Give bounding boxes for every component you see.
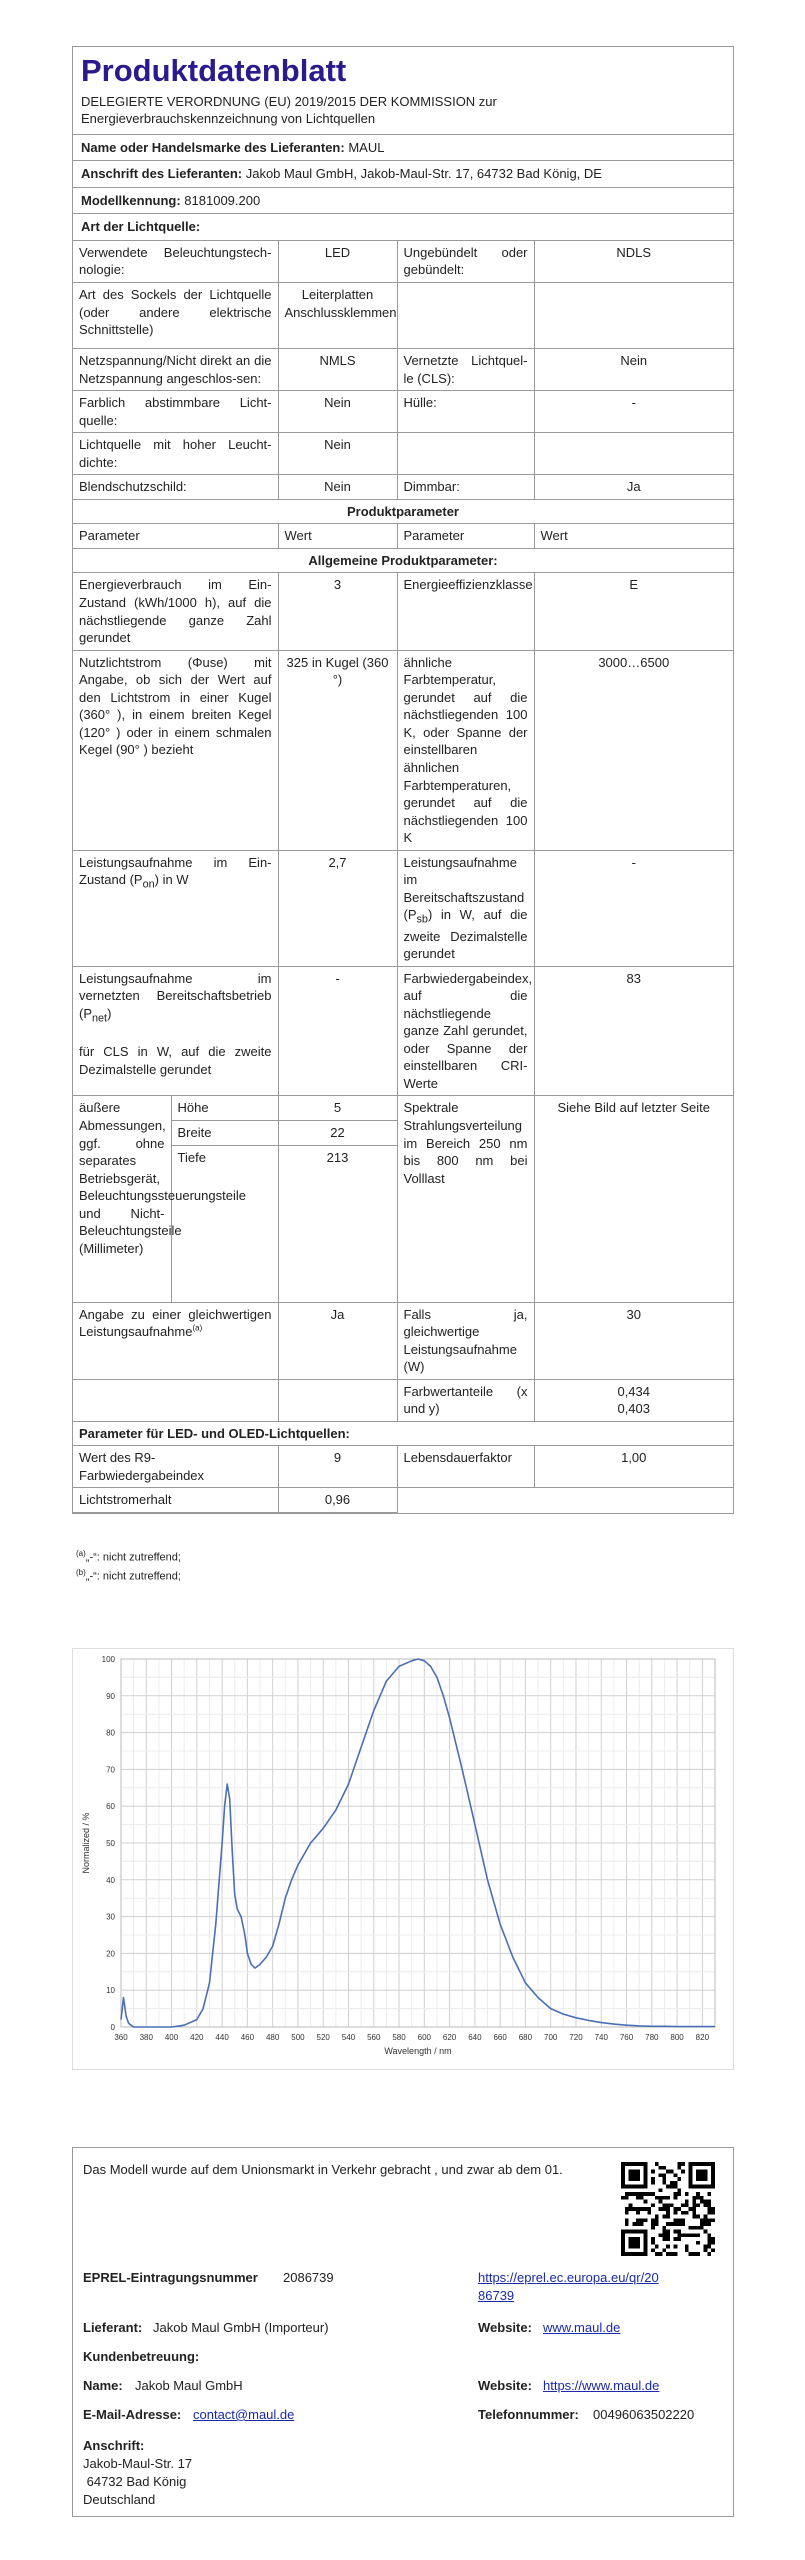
x-tick-label: 680 [518,2033,533,2042]
footnote-a-text: „-“: nicht zutreffend; [85,1551,181,1564]
value-cell: Nein [278,391,397,433]
website-link-1[interactable]: www.maul.de [543,2320,621,2335]
value-cell: 9 [278,1446,397,1488]
qr-code-icon[interactable] [621,2162,715,2256]
psb-text-a: Leistungsaufnahme im Bereitschaftszustand (P [403,854,525,923]
model-label: Modellkennung: [81,192,181,208]
supplier-label: Lieferant: [83,2320,143,2335]
general-params-heading: Allgemeine Produktparameter: [73,548,733,573]
param-cell: Lichtquelle mit hoher Leucht-dichte: [73,433,278,475]
table-row [73,850,733,966]
param-cell: Hülle: [397,391,534,433]
y-tick-label: 90 [106,1691,115,1701]
pon-sub: on [142,878,155,891]
website-link-2[interactable]: https://www.maul.de [543,2378,660,2393]
value-cell: 83 [534,966,733,1096]
x-tick-label: 460 [240,2033,255,2042]
spectrum-chart [73,1649,733,2069]
width-label: Breite [171,1121,278,1146]
param-cell [73,966,278,1096]
supplier-address-label: Anschrift des Lieferanten: [81,166,243,182]
footnote-a [76,1548,181,1567]
value-cell: Leiterplatten Anschlussklemmen [278,283,397,349]
table-row [73,349,733,391]
eprel-label: EPREL-Eintragungsnummer [83,2270,258,2285]
supplier-address-row [73,160,733,187]
y-tick-label: 60 [106,1802,115,1812]
address-label: Anschrift: [83,2438,145,2453]
eprel-value: 2086739 [283,2270,334,2285]
supplier-address-value: Jakob Maul GmbH, Jakob-Maul-Str. 17, 64732 Bad König, DE [245,166,602,182]
x-tick-label: 600 [417,2033,431,2042]
value-cell: 2,7 [278,850,397,966]
param-cell: Vernetzte Lichtquel-le (CLS): [397,349,534,391]
subtitle-line-1: DELEGIERTE VERORDNUNG (EU) 2019/2015 DER KOMMISSION zur [81,93,497,109]
x-tick-label: 720 [569,2033,583,2042]
table-row [73,573,733,650]
section-row [73,548,733,573]
supplier-info-box [72,2147,734,2517]
param-cell: Energieverbrauch im Ein-Zustand (kWh/1000 h), auf die nächstliegende ganze Zahl gerundet [73,573,278,650]
param-cell: Art des Sockels der Lichtquelle (oder andere elektrische Schnittstelle) [73,283,278,349]
table-row [73,1302,733,1379]
footnote-b-mark: (b) [76,1567,86,1577]
param-cell [397,850,534,966]
spectrum-chart-frame [72,1648,734,2070]
y-tick-label: 20 [106,1949,115,1959]
value-cell: 3000…6500 [534,650,733,850]
subtitle-line-2: Energieverbrauchskennzeichnung von Lichtquellen [81,111,376,127]
y-tick-label: 80 [106,1728,115,1738]
section-row [73,1421,733,1446]
chroma-y: 0,403 [617,1401,651,1417]
param-cell: ähnliche Farbtemperatur, gerundet auf die nächstliegenden 100 K, oder Spanne der einstellbaren ähnlichen Farbtemperaturen, gerundet auf die nächstliegenden 100 K [397,650,534,850]
column-header-value: Wert [534,524,733,549]
regulation-subtitle [73,91,733,134]
value-cell: Nein [278,433,397,475]
dimensions-label: äußere Abmessungen, ggf. ohne separates Betriebsgerät, Beleuchtungssteuerungsteile und Nicht-Beleuchtungsteile (Millimeter) [73,1096,171,1301]
param-cell: Netzspannung/Nicht direkt an die Netzspannung angeschlos-sen: [73,349,278,391]
x-tick-label: 800 [670,2033,684,2042]
column-header-param: Parameter [397,524,534,549]
website-label-2: Website: [478,2378,532,2393]
value-cell: - [534,391,733,433]
chroma-x: 0,434 [617,1383,651,1399]
address-line-2: 64732 Bad König [83,2474,187,2489]
x-tick-label: 640 [468,2033,482,2042]
email-link[interactable]: contact@maul.de [193,2407,295,2422]
value-cell: Ja [534,475,733,500]
table-row [73,283,733,349]
x-tick-label: 440 [215,2033,229,2042]
param-cell: Falls ja, gleichwertige Leistungsaufnahme (W) [397,1302,534,1379]
pon-text-a: Leistungsaufnahme im Ein-Zustand (P [79,854,272,888]
table-row [73,240,733,282]
param-cell: Verwendete Beleuchtungstech-nologie: [73,240,278,282]
led-params-heading: Parameter für LED- und OLED-Lichtquellen: [73,1421,733,1446]
param-cell [397,283,534,349]
equiv-text: Angabe zu einer gleichwertigen Leistungsaufnahme [79,1306,272,1340]
datasheet [72,46,734,1514]
footnotes [74,1548,181,1585]
table-row [73,1096,733,1302]
dimensions-values [278,1096,397,1302]
table-row [73,475,733,500]
page-title: Produktdatenblatt [81,53,347,88]
param-cell [397,433,534,475]
x-tick-label: 560 [367,2033,381,2042]
light-source-section [73,213,733,240]
market-text: Das Modell wurde auf dem Unionsmarkt in Verkehr gebracht , und zwar ab dem 01. [83,2162,563,2177]
column-header-value: Wert [278,524,397,549]
x-tick-label: 520 [316,2033,330,2042]
dimensions-cell [73,1096,278,1302]
param-cell: Farbwiedergabeindex, auf die nächstliegende ganze Zahl gerundet, oder Spanne der einstellbaren CRI-Werte [397,966,534,1096]
param-cell: Farblich abstimmbare Licht-quelle: [73,391,278,433]
value-cell: 3 [278,573,397,650]
column-header-row [73,524,733,549]
param-cell: Blendschutzschild: [73,475,278,500]
section-row [73,499,733,524]
pnet-text-a: Leistungsaufnahme im vernetzten Bereitschaftsbetrieb (P [79,970,272,1021]
x-tick-label: 660 [493,2033,507,2042]
x-tick-label: 380 [139,2033,153,2042]
eprel-link-line1[interactable]: https://eprel.ec.europa.eu/qr/20 [478,2270,659,2285]
x-tick-label: 580 [392,2033,406,2042]
value-cell: - [278,966,397,1096]
y-tick-label: 30 [106,1912,115,1922]
dimensions-inner [73,1096,278,1301]
value-cell: 30 [534,1302,733,1379]
y-tick-label: 0 [110,2023,115,2032]
param-cell [73,850,278,966]
x-axis-label: Wavelength / nm [384,2046,452,2056]
depth-label: Tiefe [177,1149,206,1165]
column-header-param: Parameter [73,524,278,549]
footnote-a-mark: (a) [76,1549,86,1558]
table-row [73,966,733,1096]
supplier-name-row [73,134,733,161]
value-cell: Ja [278,1302,397,1379]
y-tick-label: 100 [101,1655,115,1664]
product-params-heading: Produktparameter [73,499,733,524]
value-cell [534,433,733,475]
light-source-table [73,240,733,1513]
x-tick-label: 360 [114,2033,128,2042]
eprel-link-line2[interactable]: 86739 [478,2288,515,2303]
pnet-sub: net [92,1012,108,1025]
supplier-name-value: MAUL [348,139,385,155]
name-label: Name: [83,2378,123,2393]
x-tick-label: 620 [442,2033,457,2042]
x-tick-label: 500 [291,2033,305,2042]
param-cell: Lichtstromerhalt [73,1488,278,1513]
address-line-3: Deutschland [83,2492,156,2507]
model-value: 8181009.200 [184,192,261,208]
supplier-name-label: Name oder Handelsmarke des Lieferanten: [81,139,345,155]
pon-text-b: ) in W [154,872,189,888]
x-tick-label: 740 [594,2033,608,2042]
y-tick-label: 50 [106,1839,115,1848]
footnote-b [76,1567,181,1586]
value-cell [534,283,733,349]
x-tick-label: 420 [190,2033,204,2042]
param-cell: Ungebündelt oder gebündelt: [397,240,534,282]
value-cell: Nein [534,349,733,391]
light-source-label: Art der Lichtquelle: [81,219,201,235]
y-axis-label: Normalized / % [81,1812,91,1874]
x-tick-label: 760 [619,2033,634,2042]
footnote-b-text: „-“: nicht zutreffend; [85,1570,181,1583]
value-cell: - [534,850,733,966]
param-cell [73,1302,278,1379]
value-cell: E [534,573,733,650]
psb-sub: sb [416,913,428,926]
depth-value: 213 [326,1149,349,1165]
equiv-sup: (a) [192,1323,203,1333]
model-row [73,187,733,214]
support-label: Kundenbetreuung: [83,2349,200,2364]
param-cell: Spektrale Strahlungsverteilung im Bereich 250 nm bis 800 nm bei Volllast [397,1096,534,1302]
name-value: Jakob Maul GmbH [135,2378,243,2393]
empty-cell [278,1379,397,1421]
table-row [73,1446,733,1488]
website-label-1: Website: [478,2320,532,2335]
empty-cell [534,1488,733,1513]
height-value: 5 [279,1096,397,1121]
psb-text-b: ) in W, auf die zweite Dezimalstelle gerundet [403,907,528,962]
table-row [73,1488,733,1513]
empty-cell [73,1379,278,1421]
x-tick-label: 480 [265,2033,280,2042]
x-tick-label: 700 [544,2033,558,2042]
value-cell: NMLS [278,349,397,391]
value-cell: 325 in Kugel (360 °) [278,650,397,850]
supplier-value: Jakob Maul GmbH (Importeur) [153,2320,329,2335]
value-cell [534,1379,733,1421]
value-cell: Siehe Bild auf letzter Seite [534,1096,733,1302]
empty-cell [397,1488,534,1513]
height-label: Höhe [171,1096,278,1120]
table-row [73,433,733,475]
value-cell: NDLS [534,240,733,282]
email-label: E-Mail-Adresse: [83,2407,182,2422]
x-tick-label: 780 [645,2033,659,2042]
x-tick-label: 820 [695,2033,710,2042]
pnet-text-c: für CLS in W, auf die zweite Dezimalstelle gerundet [79,1044,272,1078]
param-cell: Wert des R9-Farbwiedergabeindex [73,1446,278,1488]
phone-label: Telefonnummer: [478,2407,579,2422]
address-line-1: Jakob-Maul-Str. 17 [83,2456,193,2471]
phone-value: 00496063502220 [593,2407,695,2422]
value-cell: 1,00 [534,1446,733,1488]
param-cell: Energieeffizienzklasse [397,573,534,650]
y-tick-label: 10 [106,1986,115,1996]
table-row [73,650,733,850]
value-cell: 0,96 [278,1488,397,1513]
width-value: 22 [279,1121,397,1146]
table-row [73,1379,733,1421]
param-cell: Lebensdauerfaktor [397,1446,534,1488]
pnet-text-b: ) [107,1005,112,1021]
value-cell: LED [278,240,397,282]
x-tick-label: 540 [341,2033,356,2042]
param-cell: Farbwertanteile (x und y) [397,1379,534,1421]
param-cell: Dimmbar: [397,475,534,500]
y-tick-label: 70 [106,1765,115,1775]
x-tick-label: 400 [164,2033,179,2042]
table-row [73,391,733,433]
param-cell: Nutzlichtstrom (Φuse) mit Angabe, ob sich der Wert auf den Lichtstrom in einer Kugel (360° ), in einem breiten Kegel (120° ) oder in einem schmalen Kegel (90° ) bezieht [73,650,278,850]
y-tick-label: 40 [106,1875,115,1885]
value-cell: Nein [278,475,397,500]
